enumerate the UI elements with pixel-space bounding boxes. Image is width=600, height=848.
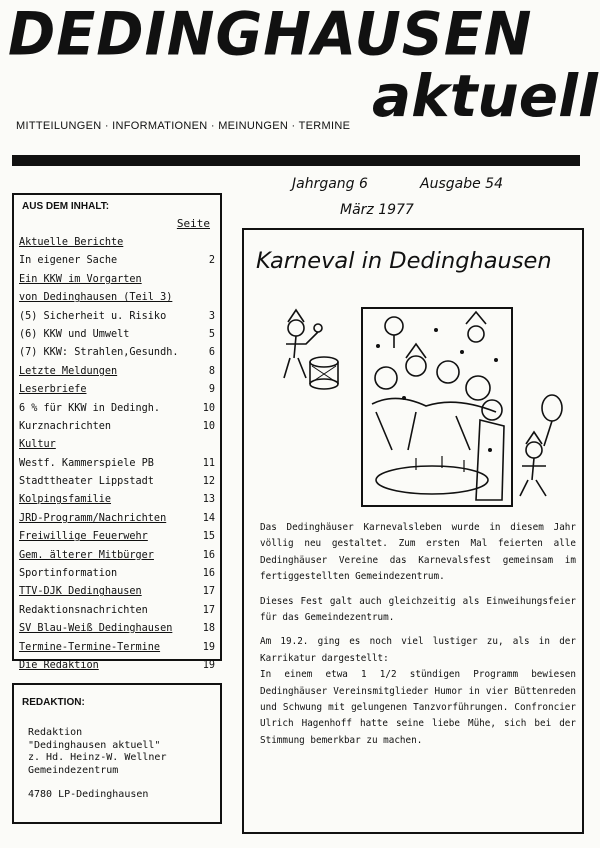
toc-item-page: 9 bbox=[208, 384, 215, 396]
toc-item-title: von Dedinghausen (Teil 3) bbox=[19, 292, 173, 304]
toc-item-title: Kolpingsfamilie bbox=[19, 494, 112, 506]
toc-page-column-label: Seite bbox=[176, 217, 210, 230]
toc-item-page: 10 bbox=[202, 402, 215, 414]
toc-item-title: Sportinformation bbox=[19, 568, 118, 580]
toc-item bbox=[19, 274, 217, 286]
drummer-clown-figure bbox=[284, 310, 322, 378]
redaktion-box bbox=[12, 683, 222, 824]
toc-item bbox=[19, 292, 217, 304]
toc-item-title: In eigener Sache bbox=[19, 255, 118, 267]
toc-item bbox=[19, 586, 217, 598]
toc-item bbox=[19, 550, 217, 562]
redaktion-postal-line: 4780 LP-Dedinghausen bbox=[28, 789, 149, 800]
toc-item bbox=[19, 476, 217, 488]
toc-item-title: Freiwillige Feuerwehr bbox=[19, 531, 148, 543]
article-paragraph: Das Dedinghäuser Karnevalsleben wurde in diesem Jahr völlig neu gestaltet. Zum ersten Mal feierten alle Dedinghäuser Vereine das Karnevalsfest gemeinsam im fertiggestellten Gemeindezentrum. bbox=[260, 522, 576, 583]
redaktion-line: z. Hd. Heinz-W. Wellner bbox=[28, 752, 167, 763]
toc-item bbox=[19, 384, 217, 396]
toc-item-page: 17 bbox=[202, 586, 215, 598]
toc-item-title: Aktuelle Berichte bbox=[19, 237, 124, 248]
toc-list bbox=[19, 237, 217, 678]
toc-item-page: 18 bbox=[202, 623, 215, 635]
toc-item bbox=[19, 347, 217, 359]
toc-item-page: 15 bbox=[202, 531, 215, 543]
article-body bbox=[260, 520, 576, 757]
masthead-rule bbox=[12, 155, 580, 166]
toc-item-title: Gem. älterer Mitbürger bbox=[19, 549, 154, 561]
toc-item-title: Leserbriefe bbox=[19, 384, 87, 396]
redaktion-address bbox=[28, 727, 166, 777]
masthead-tagline: MITTEILUNGEN · INFORMATIONEN · MEINUNGEN · TERMINE bbox=[16, 120, 351, 132]
toc-item-page: 11 bbox=[202, 457, 215, 469]
redaktion-heading: REDAKTION: bbox=[22, 697, 85, 708]
toc-item-title: Die Redaktion bbox=[19, 659, 99, 671]
issue-number: Ausgabe 54 bbox=[420, 176, 503, 192]
toc-item bbox=[19, 458, 217, 470]
toc-item-title: Redaktionsnachrichten bbox=[19, 604, 148, 616]
toc-item-page: 2 bbox=[208, 255, 215, 267]
balloon-clown-figure bbox=[520, 395, 562, 496]
toc-item bbox=[19, 421, 217, 433]
toc-item-page: 10 bbox=[202, 420, 215, 432]
toc-item-title: Ein KKW im Vorgarten bbox=[19, 273, 142, 285]
table-of-contents bbox=[12, 193, 222, 671]
toc-item bbox=[19, 366, 217, 378]
toc-item bbox=[19, 513, 217, 525]
toc-item bbox=[19, 568, 217, 580]
issue-date: März 1977 bbox=[340, 202, 414, 218]
article-paragraph: In einem etwa 1 1/2 stündigen Programm bewiesen Dedinghäuser Vereinsmitglieder Humor in vier Büttenreden und Schwung mit gelungenen Tanzvorführungen. Confroncier Ulrich Hagenhoff hatte seine liebe Mühe, sich bei der Stimmung bemerkbar zu machen. bbox=[260, 669, 576, 746]
toc-item-title: Termine-Termine-Termine bbox=[19, 641, 161, 653]
toc-item-title: Stadttheater Lippstadt bbox=[19, 476, 154, 488]
toc-item-title: TTV-DJK Dedinghausen bbox=[19, 586, 142, 598]
toc-item-page: 19 bbox=[202, 641, 215, 653]
toc-item bbox=[19, 255, 217, 267]
toc-item-title: Westf. Kammerspiele PB bbox=[19, 457, 154, 469]
article-title: Karneval in Dedinghausen bbox=[256, 248, 552, 274]
crowd-panel bbox=[362, 308, 512, 506]
article-paragraph: Dieses Fest galt auch gleichzeitig als Einweihungsfeier für das Gemeindezentrum. bbox=[260, 595, 576, 624]
toc-item-title: Kurznachrichten bbox=[19, 420, 112, 432]
toc-item-title: (5) Sicherheit u. Risiko bbox=[19, 310, 167, 322]
toc-item bbox=[19, 403, 217, 415]
toc-item-page: 3 bbox=[208, 310, 215, 322]
toc-item-title: Kultur bbox=[19, 439, 56, 451]
redaktion-line: Redaktion bbox=[28, 727, 83, 738]
toc-item bbox=[19, 660, 217, 672]
party-crowd-scene bbox=[372, 312, 504, 500]
masthead-title: DEDINGHAUSEN bbox=[8, 0, 533, 70]
toc-item bbox=[19, 642, 217, 654]
toc-item-title: SV Blau-Weiß Dedinghausen bbox=[19, 623, 173, 635]
toc-item bbox=[19, 494, 217, 506]
toc-item-page: 13 bbox=[202, 494, 215, 506]
redaktion-line: Gemeindezentrum bbox=[28, 764, 119, 776]
drum-icon bbox=[310, 357, 338, 389]
toc-item-page: 19 bbox=[202, 659, 215, 671]
toc-item-title: JRD-Programm/Nachrichten bbox=[19, 512, 167, 524]
toc-item bbox=[19, 531, 217, 543]
toc-item-title: Letzte Meldungen bbox=[19, 365, 118, 377]
article-box bbox=[242, 228, 584, 834]
carnival-cartoon-illustration bbox=[266, 300, 572, 514]
toc-item bbox=[19, 329, 217, 341]
redaktion-line: "Dedinghausen aktuell" bbox=[28, 739, 161, 751]
toc-item-title: 6 % für KKW in Dedingh. bbox=[19, 402, 161, 414]
toc-item-page: 14 bbox=[202, 512, 215, 524]
masthead-subtitle: aktuell bbox=[372, 62, 598, 130]
toc-item bbox=[19, 311, 217, 323]
toc-item-page: 12 bbox=[202, 476, 215, 488]
toc-heading: AUS DEM INHALT: bbox=[22, 201, 110, 212]
toc-item bbox=[19, 605, 217, 617]
article-paragraph: Am 19.2. ging es noch viel lustiger zu, als in der Karrikatur dargestellt: bbox=[260, 636, 576, 664]
toc-item-page: 16 bbox=[202, 549, 215, 561]
toc-item-page: 6 bbox=[208, 347, 215, 359]
toc-item bbox=[19, 439, 217, 451]
toc-item-page: 16 bbox=[202, 568, 215, 580]
toc-item bbox=[19, 623, 217, 635]
toc-item-title: (6) KKW und Umwelt bbox=[19, 328, 130, 340]
toc-item-page: 8 bbox=[208, 365, 215, 377]
toc-item-page: 5 bbox=[208, 328, 215, 340]
issue-volume: Jahrgang 6 bbox=[292, 176, 368, 192]
toc-item-title: (7) KKW: Strahlen,Gesundh. bbox=[19, 347, 179, 359]
toc-item-page: 17 bbox=[202, 604, 215, 616]
toc-item bbox=[19, 237, 217, 249]
